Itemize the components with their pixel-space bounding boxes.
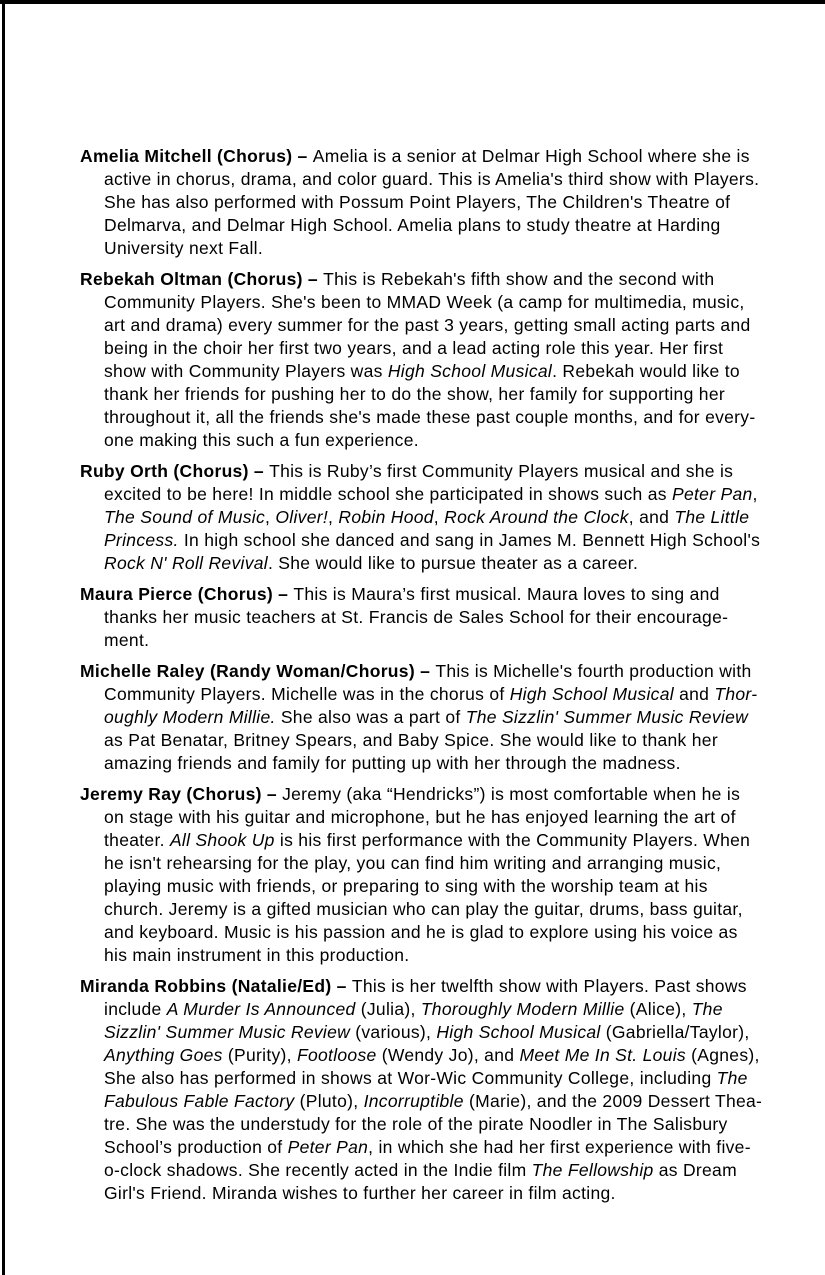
show-title: Anything Goes bbox=[104, 1045, 223, 1065]
bio-text: one making this such a fun experience. bbox=[104, 430, 419, 450]
bio-text: She has also performed with Possum Point Players, The Children's Theatre of bbox=[104, 192, 731, 212]
show-title: Thor- bbox=[714, 684, 758, 704]
performer-name-role: Jeremy Ray (Chorus) – bbox=[80, 784, 283, 804]
show-title: High School Musical bbox=[509, 684, 674, 704]
bio-line bbox=[80, 683, 780, 706]
bio-line bbox=[80, 1090, 780, 1113]
show-title: Sizzlin' Summer Music Review bbox=[104, 1022, 351, 1042]
bio-line bbox=[80, 606, 780, 629]
bio-line bbox=[80, 1044, 780, 1067]
show-title: The bbox=[691, 999, 723, 1019]
bio-text: . She would like to pursue theater as a career. bbox=[267, 553, 639, 573]
bio-text: , bbox=[752, 484, 758, 504]
performer-name-role: Michelle Raley (Randy Woman/Chorus) – bbox=[80, 661, 436, 681]
bio-text: Community Players. Michelle was in the chorus of bbox=[104, 684, 510, 704]
bio-line bbox=[80, 529, 780, 552]
show-title: The Fellowship bbox=[531, 1160, 654, 1180]
bio-line bbox=[80, 314, 780, 337]
show-title: The Sound of Music bbox=[104, 507, 266, 527]
bio-line bbox=[80, 406, 780, 429]
bio-line bbox=[80, 583, 780, 606]
bio-text: (Purity), bbox=[222, 1045, 297, 1065]
bio-text: thanks her music teachers at St. Francis de Sales School for their encourage- bbox=[104, 607, 729, 627]
bio-text: (Gabriella/Taylor), bbox=[600, 1022, 750, 1042]
bio-line bbox=[80, 806, 780, 829]
bio-text: playing music with friends, or preparing to sing with the worship team at his bbox=[104, 876, 708, 896]
page-border-left bbox=[2, 0, 5, 1275]
bio-text: (Agnes), bbox=[685, 1045, 760, 1065]
bio-text: (various), bbox=[350, 1022, 437, 1042]
bio-text: as Dream bbox=[653, 1160, 737, 1180]
show-title: Peter Pan bbox=[287, 1137, 369, 1157]
bio-line bbox=[80, 975, 780, 998]
bio-line bbox=[80, 214, 780, 237]
bio-list bbox=[80, 145, 780, 1213]
bio-text: as Pat Benatar, Britney Spears, and Baby Spice. She would like to thank her bbox=[104, 730, 718, 750]
bio-text: (Marie), and the 2009 Dessert Thea- bbox=[463, 1091, 763, 1111]
bio-text: art and drama) every summer for the past 3 years, getting small acting parts and bbox=[104, 315, 751, 335]
bio-text: , bbox=[433, 507, 445, 527]
page-border-top bbox=[0, 0, 825, 4]
bio-line bbox=[80, 429, 780, 452]
bio-line bbox=[80, 944, 780, 967]
bio-maura-pierce bbox=[80, 583, 780, 652]
bio-text: In high school she danced and sang in James M. Bennett High School's bbox=[178, 530, 761, 550]
bio-text: theater. bbox=[104, 830, 170, 850]
bio-text: excited to be here! In middle school she participated in shows such as bbox=[104, 484, 672, 504]
bio-line bbox=[80, 829, 780, 852]
show-title: The bbox=[716, 1068, 748, 1088]
bio-text: This is Ruby’s first Community Players musical and she is bbox=[269, 461, 734, 481]
bio-text: o-clock shadows. She recently acted in the Indie film bbox=[104, 1160, 532, 1180]
bio-line bbox=[80, 729, 780, 752]
bio-line bbox=[80, 552, 780, 575]
bio-line bbox=[80, 875, 780, 898]
performer-name-role: Amelia Mitchell (Chorus) – bbox=[80, 146, 313, 166]
bio-line bbox=[80, 383, 780, 406]
bio-text: This is her twelfth show with Players. Past shows bbox=[351, 976, 747, 996]
bio-text: thank her friends for pushing her to do the show, her family for supporting her bbox=[104, 384, 725, 404]
bio-text: Amelia is a senior at Delmar High School where she is bbox=[312, 146, 750, 166]
bio-text: tre. She was the understudy for the role of the pirate Noodler in The Salisbury bbox=[104, 1114, 728, 1134]
bio-line bbox=[80, 1067, 780, 1090]
bio-line bbox=[80, 268, 780, 291]
bio-text: being in the choir her first two years, and a lead acting role this year. Her first bbox=[104, 338, 724, 358]
bio-text: he isn't rehearsing for the play, you can find him writing and arranging music, bbox=[104, 853, 722, 873]
bio-line bbox=[80, 1159, 780, 1182]
bio-text: Girl's Friend. Miranda wishes to further her career in film acting. bbox=[104, 1183, 616, 1203]
bio-line bbox=[80, 998, 780, 1021]
bio-text: , and bbox=[628, 507, 675, 527]
show-title: A Murder Is Announced bbox=[166, 999, 356, 1019]
bio-rebekah-oltman bbox=[80, 268, 780, 452]
bio-text: on stage with his guitar and microphone, but he has enjoyed learning the art of bbox=[104, 807, 736, 827]
bio-text: active in chorus, drama, and color guard. This is Amelia's third show with Players. bbox=[104, 169, 760, 189]
performer-name-role: Ruby Orth (Chorus) – bbox=[80, 461, 270, 481]
show-title: Thoroughly Modern Millie bbox=[420, 999, 625, 1019]
show-title: The Little bbox=[674, 507, 750, 527]
bio-miranda-robbins bbox=[80, 975, 780, 1205]
bio-text: This is Maura’s first musical. Maura loves to sing and bbox=[293, 584, 720, 604]
bio-line bbox=[80, 291, 780, 314]
performer-name-role: Maura Pierce (Chorus) – bbox=[80, 584, 294, 604]
bio-text: is his first performance with the Community Players. When bbox=[274, 830, 751, 850]
bio-jeremy-ray bbox=[80, 783, 780, 967]
bio-text: School’s production of bbox=[104, 1137, 288, 1157]
performer-name-role: Rebekah Oltman (Chorus) – bbox=[80, 269, 324, 289]
show-title: Rock Around the Clock bbox=[444, 507, 629, 527]
bio-line bbox=[80, 898, 780, 921]
bio-line bbox=[80, 1182, 780, 1205]
performer-name-role: Miranda Robbins (Natalie/Ed) – bbox=[80, 976, 352, 996]
bio-text: and bbox=[673, 684, 715, 704]
bio-line bbox=[80, 460, 780, 483]
bio-amelia-mitchell bbox=[80, 145, 780, 260]
bio-line bbox=[80, 145, 780, 168]
bio-text: (Wendy Jo), and bbox=[376, 1045, 520, 1065]
bio-ruby-orth bbox=[80, 460, 780, 575]
show-title: Fabulous Fable Factory bbox=[104, 1091, 295, 1111]
show-title: Incorruptible bbox=[363, 1091, 464, 1111]
bio-text: (Julia), bbox=[355, 999, 421, 1019]
bio-line bbox=[80, 337, 780, 360]
show-title: Rock N' Roll Revival bbox=[104, 553, 268, 573]
bio-michelle-raley bbox=[80, 660, 780, 775]
bio-line bbox=[80, 706, 780, 729]
bio-line bbox=[80, 191, 780, 214]
bio-text: , bbox=[265, 507, 276, 527]
bio-text: , bbox=[328, 507, 339, 527]
show-title: Robin Hood bbox=[338, 507, 434, 527]
bio-text: throughout it, all the friends she's made these past couple months, and for every- bbox=[104, 407, 756, 427]
bio-line bbox=[80, 483, 780, 506]
show-title: High School Musical bbox=[436, 1022, 601, 1042]
bio-line bbox=[80, 168, 780, 191]
bio-line bbox=[80, 783, 780, 806]
bio-line bbox=[80, 506, 780, 529]
bio-line bbox=[80, 1136, 780, 1159]
bio-text: Delmarva, and Delmar High School. Amelia plans to study theatre at Harding bbox=[104, 215, 721, 235]
bio-line bbox=[80, 752, 780, 775]
bio-text: This is Rebekah's fifth show and the second with bbox=[323, 269, 715, 289]
show-title: Peter Pan bbox=[672, 484, 753, 504]
show-title: Meet Me In St. Louis bbox=[519, 1045, 686, 1065]
bio-text: University next Fall. bbox=[104, 238, 263, 258]
bio-text: (Alice), bbox=[624, 999, 692, 1019]
bio-text: and keyboard. Music is his passion and he is glad to explore using his voice as bbox=[104, 922, 738, 942]
show-title: oughly Modern Millie. bbox=[104, 707, 276, 727]
bio-line bbox=[80, 237, 780, 260]
bio-line bbox=[80, 660, 780, 683]
show-title: Oliver! bbox=[275, 507, 329, 527]
bio-text: , in which she had her first experience with five- bbox=[368, 1137, 751, 1157]
show-title: The Sizzlin' Summer Music Review bbox=[465, 707, 749, 727]
bio-text: Jeremy (aka “Hendricks”) is most comfortable when he is bbox=[282, 784, 741, 804]
bio-text: his main instrument in this production. bbox=[104, 945, 410, 965]
bio-text: . Rebekah would like to bbox=[552, 361, 740, 381]
bio-text: amazing friends and family for putting up with her through the madness. bbox=[104, 753, 681, 773]
bio-line bbox=[80, 921, 780, 944]
bio-line bbox=[80, 852, 780, 875]
bio-text: ment. bbox=[104, 630, 150, 650]
show-title: All Shook Up bbox=[169, 830, 275, 850]
bio-line bbox=[80, 1021, 780, 1044]
bio-text: show with Community Players was bbox=[104, 361, 388, 381]
show-title: Footloose bbox=[296, 1045, 377, 1065]
bio-text: She also was a part of bbox=[275, 707, 466, 727]
bio-line bbox=[80, 360, 780, 383]
show-title: High School Musical bbox=[387, 361, 553, 381]
bio-text: This is Michelle's fourth production with bbox=[435, 661, 752, 681]
show-title: Princess. bbox=[104, 530, 179, 550]
bio-text: include bbox=[104, 999, 167, 1019]
bio-line bbox=[80, 629, 780, 652]
bio-text: (Pluto), bbox=[294, 1091, 364, 1111]
bio-text: church. Jeremy is a gifted musician who can play the guitar, drums, bass guitar, bbox=[104, 899, 743, 919]
bio-text: Community Players. She's been to MMAD Week (a camp for multimedia, music, bbox=[104, 292, 745, 312]
bio-text: She also has performed in shows at Wor-Wic Community College, including bbox=[104, 1068, 717, 1088]
bio-line bbox=[80, 1113, 780, 1136]
